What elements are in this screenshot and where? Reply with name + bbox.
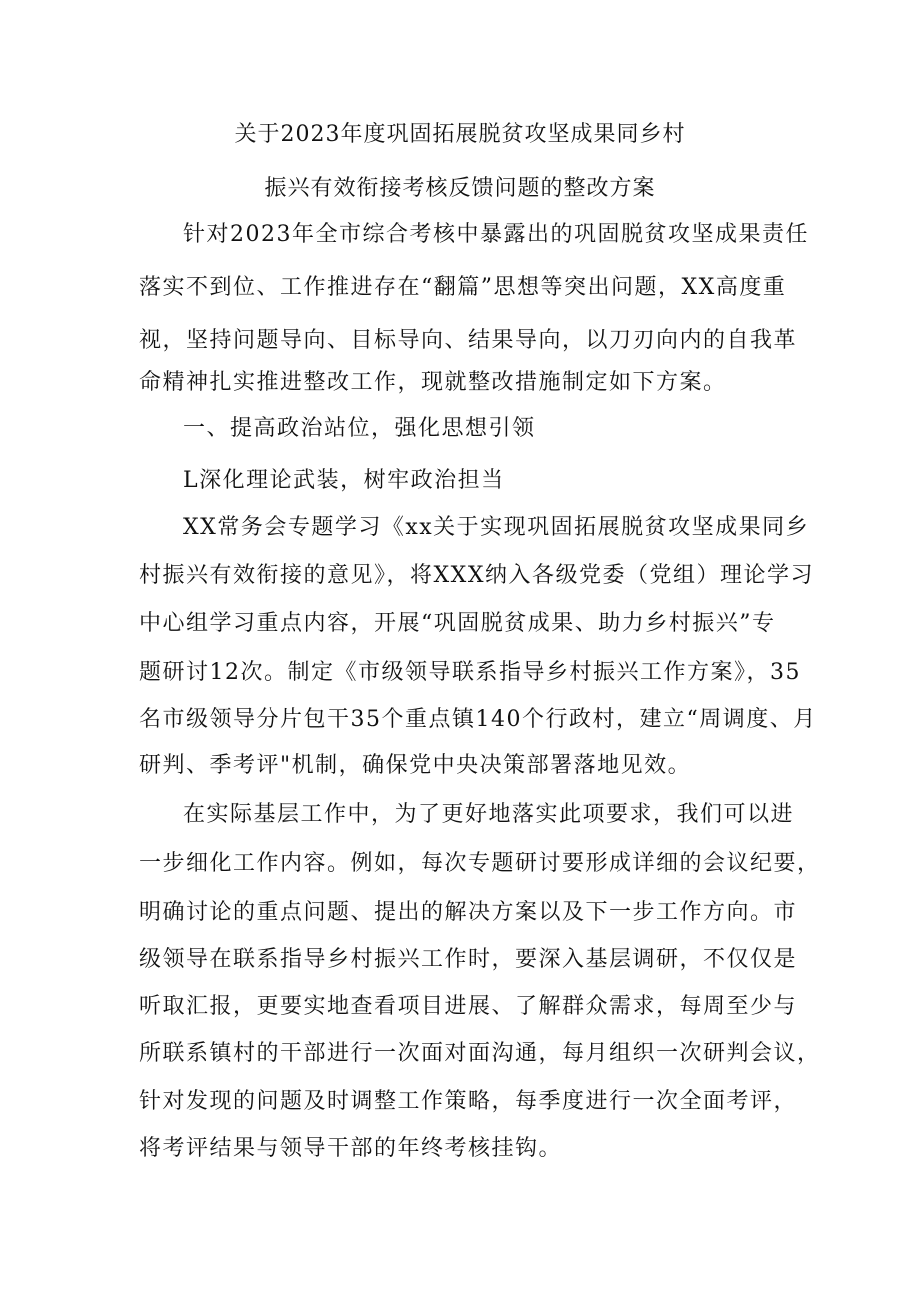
- document-title-line-2: 振兴有效衔接考核反馈问题的整改方案: [264, 176, 656, 201]
- subsection-heading: L深化理论武装，树牢政治担当: [183, 468, 505, 493]
- document-title-line-1: 关于2023年度巩固拓展脱贫攻坚成果同乡村: [234, 122, 686, 147]
- text-line: 所联系镇村的干部进行一次面对面沟通，每月组织一次研判会议，: [139, 1041, 821, 1066]
- text-line: 针对2023年全市综合考核中暴露出的巩固脱贫攻坚成果责任: [183, 222, 809, 247]
- text-line: 一步细化工作内容。例如，每次专题研讨要形成详细的会议纪要，: [139, 851, 821, 876]
- text-line: 研判、季考评"机制，确保党中央决策部署落地见效。: [139, 753, 692, 778]
- text-line: 题研讨12次。制定《市级领导联系指导乡村振兴工作方案》，35: [139, 660, 801, 685]
- text-line: 听取汇报，更要实地查看项目进展、了解群众需求，每周至少与: [139, 994, 798, 1019]
- text-line: 中心组学习重点内容，开展“巩固脱贫成果、助力乡村振兴”专: [139, 611, 776, 636]
- text-line: 明确讨论的重点问题、提出的解决方案以及下一步工作方向。市: [139, 900, 798, 925]
- text-line: 村振兴有效衔接的意见》，将XXX纳入各级党委（党组）理论学习: [139, 563, 814, 588]
- text-line: 命精神扎实推进整改工作，现就整改措施制定如下方案。: [139, 370, 727, 395]
- text-line: 将考评结果与领导干部的年终考核挂钩。: [139, 1136, 563, 1161]
- text-line: 级领导在联系指导乡村振兴工作时，要深入基层调研，不仅仅是: [139, 947, 798, 972]
- section-heading: 一、提高政治站位，强化思想引领: [183, 416, 536, 441]
- text-line: 视，坚持问题导向、目标导向、结果导向，以刀刃向内的自我革: [139, 328, 798, 353]
- text-line: 名市级领导分片包干35个重点镇140个行政村，建立“周调度、月: [139, 707, 817, 732]
- text-line: 落实不到位、工作推进存在“翻篇”思想等突出问题，XX高度重: [139, 275, 787, 300]
- text-line: 针对发现的问题及时调整工作策略，每季度进行一次全面考评，: [139, 1089, 798, 1114]
- text-line: XX常务会专题学习《xx关于实现巩固拓展脱贫攻坚成果同乡: [183, 515, 810, 540]
- text-line: 在实际基层工作中，为了更好地落实此项要求，我们可以进: [183, 802, 795, 827]
